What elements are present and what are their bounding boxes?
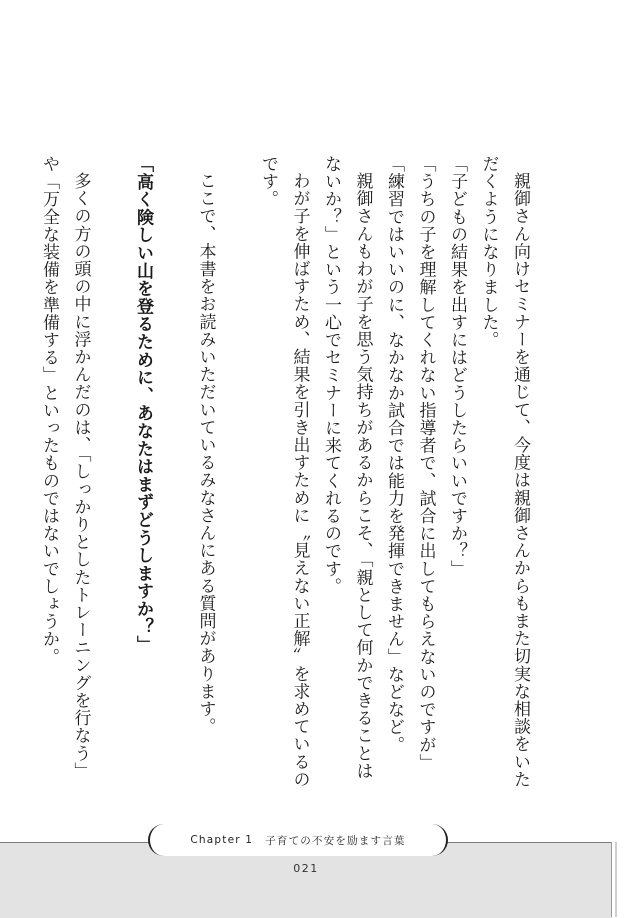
page-edge-strip (611, 842, 625, 917)
paragraph: 多くの方の頭の中に浮かんだのは、「しっかりとしたトレーニングを行なう」や「万全な装備を準備する」といったものではないでしょうか。 (39, 155, 91, 780)
quote-line: 「うちの子を理解してくれない指導者で、試合に出してもらえないのですが」 (415, 155, 436, 771)
page-body (39, 155, 535, 795)
page-number: 021 (293, 862, 319, 875)
paragraph: 親御さんもわが子を思う気持ちがあるからこそ、「親として何かできることはないか？」という一心でセミナーに来てくれるのです。 (321, 155, 373, 780)
paragraph: ここで、本書をお読みいただいているみなさんにある質問があります。 (195, 172, 216, 736)
chapter-running-header (148, 824, 448, 856)
bold-question-heading: 「高く険しい山を登るために、あなたはまずどうしますか？」 (133, 155, 153, 654)
paragraph: わが子を伸ばすため、結果を引き出すために〝見えない正解〟を求めているのです。 (258, 155, 310, 788)
quote-line: 「練習ではいいのに、なかなか試合では能力を発揮できません」などなど。 (384, 155, 404, 754)
paragraph: 親御さん向けセミナーを通じて、今度は親御さんからもまた切実な相談をいただくようになりました。 (478, 155, 530, 788)
quote-line: 「子どもの結果を出すにはどうしたらいいですか？」 (447, 155, 467, 578)
chapter-label: Chapter 1 (190, 834, 254, 846)
chapter-title: 子育ての不安を励ます言葉 (265, 834, 406, 847)
